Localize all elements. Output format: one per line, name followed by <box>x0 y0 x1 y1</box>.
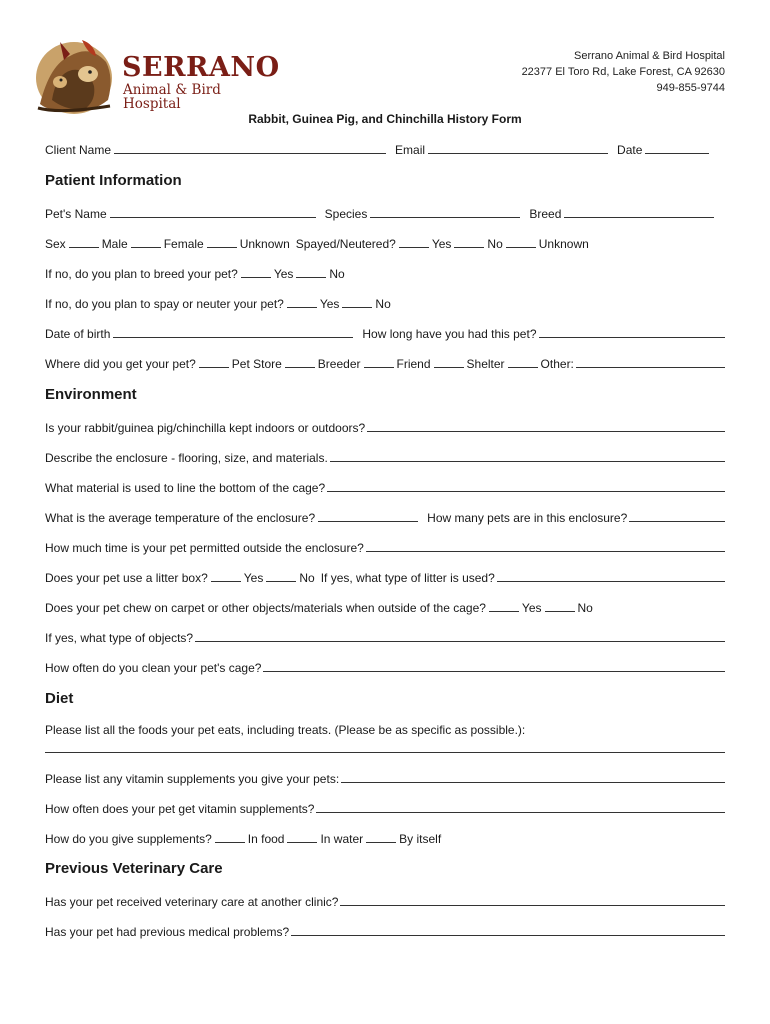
in-water-field[interactable] <box>287 831 317 843</box>
pet-name-field[interactable] <box>110 206 316 218</box>
breed-yes-field[interactable] <box>241 266 271 278</box>
by-itself-field[interactable] <box>366 831 396 843</box>
supplement-method-row <box>45 831 725 846</box>
objects-question: If yes, what type of objects? <box>45 631 194 645</box>
breed-no-field[interactable] <box>296 266 326 278</box>
hospital-address <box>522 48 725 96</box>
client-name-field[interactable] <box>114 142 386 154</box>
section-diet: Diet <box>45 690 74 707</box>
shelter-label: Shelter <box>466 357 505 371</box>
indoors-field[interactable] <box>367 420 725 432</box>
sex-female-field[interactable] <box>131 236 161 248</box>
hospital-logo <box>30 34 280 116</box>
spay-no-field[interactable] <box>342 296 372 308</box>
foods-question: Please list all the foods your pet eats, including treats. (Please be as specific as possible.): <box>45 723 526 737</box>
how-many-field[interactable] <box>629 510 725 522</box>
client-name-label: Client Name <box>45 143 112 157</box>
in-food-field[interactable] <box>215 831 245 843</box>
in-food-label: In food <box>247 832 285 846</box>
species-label: Species <box>324 207 368 221</box>
other-clinic-row <box>45 894 725 909</box>
sex-label: Sex <box>45 237 66 251</box>
foods-field[interactable] <box>45 752 725 753</box>
vitamin-frequency-row <box>45 801 725 816</box>
sex-male-field[interactable] <box>69 236 99 248</box>
sex-row <box>45 236 725 251</box>
medical-problems-row <box>45 924 725 939</box>
friend-label: Friend <box>396 357 431 371</box>
litter-no-field[interactable] <box>266 570 296 582</box>
spayed-yes-field[interactable] <box>399 236 429 248</box>
pet-name-row <box>45 206 725 221</box>
spay-question: If no, do you plan to spay or neuter your pet? <box>45 297 284 311</box>
objects-row <box>45 630 725 645</box>
source-row <box>45 356 725 371</box>
female-label: Female <box>163 237 204 251</box>
enclosure-field[interactable] <box>330 450 725 462</box>
litter-row <box>45 570 725 585</box>
other-clinic-question: Has your pet received veterinary care at another clinic? <box>45 895 339 909</box>
other-label: Other: <box>540 357 574 371</box>
temperature-question: What is the average temperature of the enclosure? <box>45 511 316 525</box>
yes-label: Yes <box>431 237 452 251</box>
sex-unknown-field[interactable] <box>207 236 237 248</box>
section-patient-information: Patient Information <box>45 172 182 189</box>
medical-problems-field[interactable] <box>291 924 725 936</box>
friend-field[interactable] <box>364 356 394 368</box>
breed-plan-row <box>45 266 725 281</box>
address-line-1: Serrano Animal & Bird Hospital <box>573 50 725 62</box>
brand-name: SERRANO <box>122 52 280 83</box>
phone-number: 949-855-9744 <box>656 82 725 94</box>
vitamins-row <box>45 771 725 786</box>
species-field[interactable] <box>370 206 520 218</box>
vitamin-frequency-field[interactable] <box>316 801 725 813</box>
time-outside-question: How much time is your pet permitted outside the enclosure? <box>45 541 364 555</box>
breed-field[interactable] <box>564 206 714 218</box>
yes-label: Yes <box>273 267 294 281</box>
material-field[interactable] <box>327 480 725 492</box>
spayed-no-field[interactable] <box>454 236 484 248</box>
other-clinic-field[interactable] <box>340 894 725 906</box>
spay-yes-field[interactable] <box>287 296 317 308</box>
foods-row <box>45 723 725 737</box>
email-label: Email <box>395 143 426 157</box>
where-label: Where did you get your pet? <box>45 357 196 371</box>
breed-label: Breed <box>529 207 562 221</box>
client-row <box>45 142 725 157</box>
no-label: No <box>487 237 503 251</box>
enclosure-question: Describe the enclosure - flooring, size, and materials. <box>45 451 328 465</box>
spay-plan-row <box>45 296 725 311</box>
no-label: No <box>577 601 593 615</box>
email-field[interactable] <box>428 142 608 154</box>
section-environment: Environment <box>45 386 137 403</box>
pet-name-label: Pet's Name <box>45 207 107 221</box>
breeder-label: Breeder <box>317 357 361 371</box>
other-check-field[interactable] <box>508 356 538 368</box>
address-line-2: 22377 El Toro Rd, Lake Forest, CA 92630 <box>521 66 725 78</box>
time-outside-field[interactable] <box>366 540 725 552</box>
unknown-label: Unknown <box>538 237 589 251</box>
section-previous-veterinary-care: Previous Veterinary Care <box>45 860 223 877</box>
yes-label: Yes <box>521 601 542 615</box>
chew-yes-field[interactable] <box>489 600 519 612</box>
pet-store-label: Pet Store <box>231 357 282 371</box>
date-label: Date <box>617 143 643 157</box>
spayed-unknown-field[interactable] <box>506 236 536 248</box>
litter-type-field[interactable] <box>497 570 725 582</box>
material-question: What material is used to line the bottom of the cage? <box>45 481 326 495</box>
time-outside-row <box>45 540 725 555</box>
form-title: Rabbit, Guinea Pig, and Chinchilla History Form <box>248 112 522 126</box>
vitamins-question: Please list any vitamin supplements you give your pets: <box>45 772 340 786</box>
medical-problems-question: Has your pet had previous medical problems? <box>45 925 290 939</box>
temperature-field[interactable] <box>318 510 418 522</box>
how-long-field[interactable] <box>539 326 726 338</box>
vitamins-field[interactable] <box>341 771 725 783</box>
vitamin-frequency-question: How often does your pet get vitamin supplements? <box>45 802 315 816</box>
indoors-row <box>45 420 725 435</box>
enclosure-row <box>45 450 725 465</box>
no-label: No <box>329 267 345 281</box>
indoors-question: Is your rabbit/guinea pig/chinchilla kept indoors or outdoors? <box>45 421 366 435</box>
in-water-label: In water <box>320 832 364 846</box>
by-itself-label: By itself <box>399 832 442 846</box>
animals-illustration-icon <box>30 34 116 116</box>
yes-label: Yes <box>319 297 340 311</box>
yes-label: Yes <box>243 571 264 585</box>
other-field[interactable] <box>576 356 725 368</box>
dob-label: Date of birth <box>45 327 111 341</box>
chew-row <box>45 600 725 615</box>
clean-row <box>45 660 725 675</box>
dob-row <box>45 326 725 341</box>
no-label: No <box>299 571 315 585</box>
shelter-field[interactable] <box>434 356 464 368</box>
date-field[interactable] <box>645 142 709 154</box>
supplement-method-question: How do you give supplements? <box>45 832 212 846</box>
litter-yes-field[interactable] <box>211 570 241 582</box>
brand-subtitle: Animal & Bird Hospital <box>123 82 221 112</box>
pet-store-field[interactable] <box>199 356 229 368</box>
unknown-label: Unknown <box>239 237 290 251</box>
how-long-label: How long have you had this pet? <box>362 327 537 341</box>
breeder-field[interactable] <box>285 356 315 368</box>
spayed-label: Spayed/Neutered? <box>295 237 396 251</box>
litter-type-question: If yes, what type of litter is used? <box>320 571 495 585</box>
how-many-question: How many pets are in this enclosure? <box>427 511 628 525</box>
material-row <box>45 480 725 495</box>
male-label: Male <box>101 237 128 251</box>
dob-field[interactable] <box>113 326 353 338</box>
temperature-row <box>45 510 725 525</box>
litter-question: Does your pet use a litter box? <box>45 571 208 585</box>
clean-question: How often do you clean your pet's cage? <box>45 661 262 675</box>
chew-no-field[interactable] <box>545 600 575 612</box>
chew-question: Does your pet chew on carpet or other objects/materials when outside of the cage? <box>45 601 486 615</box>
clean-field[interactable] <box>263 660 725 672</box>
breed-question: If no, do you plan to breed your pet? <box>45 267 238 281</box>
no-label: No <box>375 297 391 311</box>
objects-field[interactable] <box>195 630 725 642</box>
